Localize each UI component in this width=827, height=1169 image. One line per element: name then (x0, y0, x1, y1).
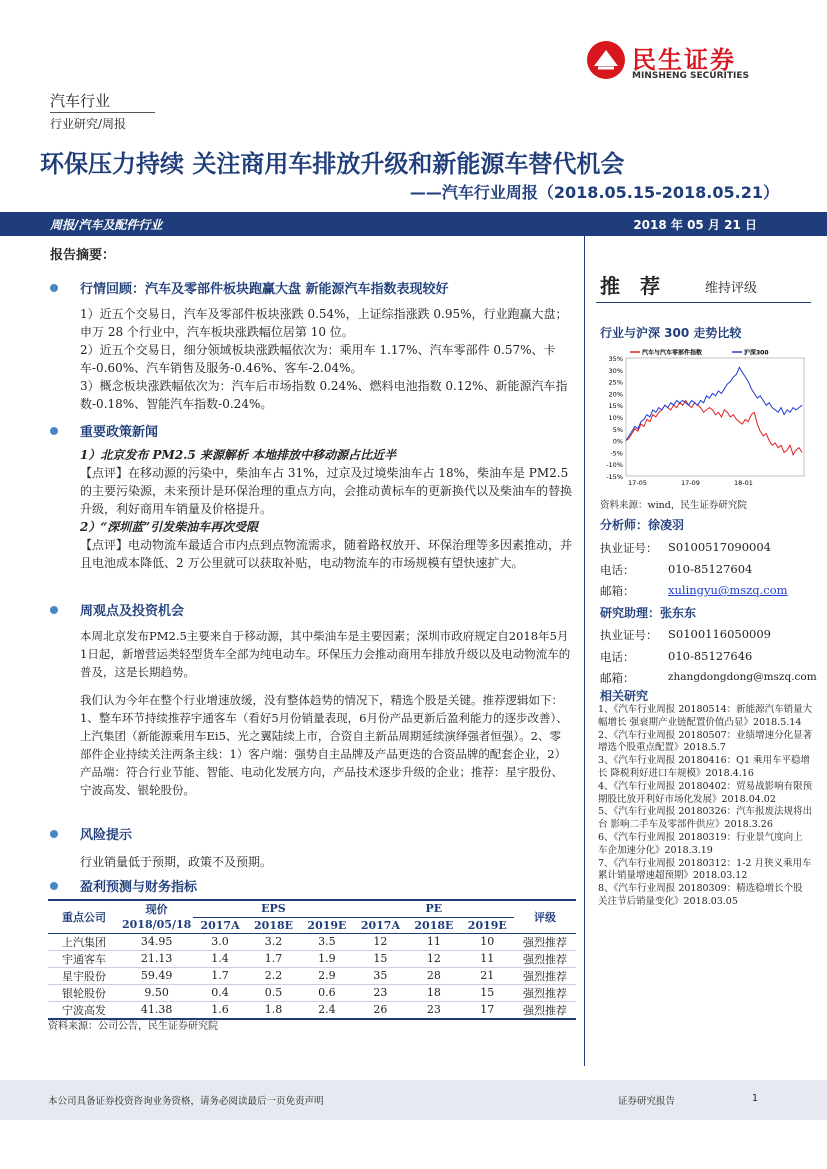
header-year: 2018E (254, 918, 294, 932)
assistant-title (600, 604, 696, 621)
divider (596, 302, 811, 303)
series-line-hs300 (626, 367, 802, 440)
legend-auto: 汽车与汽车零部件指数 (642, 349, 703, 357)
assistant-label: 研究助理： (600, 606, 661, 620)
assistant-phone: 010-85127646 (668, 649, 753, 663)
table-cell: 宇通客车 (62, 952, 106, 966)
table-cell: 1.6 (211, 1003, 229, 1016)
table-cell: 0.5 (264, 986, 283, 999)
section-view (80, 600, 572, 799)
rating: 推 荐 (600, 274, 660, 298)
assistant-phone-label: 电话： (600, 650, 635, 664)
table-row (48, 950, 576, 967)
related-item[interactable]: 8、《汽车行业周报 20180309：精选稳增长个股 关注节后销量变化》2018.03.05 (598, 883, 803, 907)
rating-note: 维持评级 (705, 281, 758, 296)
band-date: 2018 年 05 月 21 日 (633, 218, 757, 232)
bullet-icon (50, 830, 58, 838)
table-cell: 2.2 (264, 969, 283, 982)
x-tick-label: 17-09 (681, 479, 700, 487)
paragraph: 2）近五个交易日，细分领域板块涨跌幅依次为：乘用车 1.17%、汽车零部件 0.57%、卡车-0.60%、汽车销售及服务-0.46%、客车-2.04%。 (80, 343, 556, 375)
header-rating: 评级 (534, 910, 556, 924)
table-cell: 17 (480, 1003, 495, 1016)
footer-disclaimer: 本公司具备证券投资咨询业务资格，请务必阅读最后一页免责声明 (48, 1096, 324, 1107)
forecast-table (48, 899, 576, 1020)
y-tick-label: 25% (608, 378, 623, 387)
x-tick-label: 18-01 (734, 479, 753, 487)
legend-hs300: 沪深300 (744, 349, 769, 357)
table-cell: 26 (373, 1003, 388, 1016)
chart-source: 资料来源：wind，民生证券研究院 (600, 500, 747, 511)
table-cell: 12 (426, 952, 441, 965)
section-title: 行情回顾：汽车及零部件板块跑赢大盘 新能源汽车指数表现较好 (80, 282, 449, 297)
y-tick-label: 10% (608, 414, 623, 422)
table-cell: 强烈推荐 (523, 1003, 567, 1017)
related-item[interactable]: 5、《汽车行业周报 20180326：汽车报废法规将出台 影响二手车及零部件供应》2018.3.26 (598, 806, 813, 831)
related-list (598, 704, 813, 909)
y-tick-label: -10% (606, 461, 623, 470)
analyst-label: 分析师： (600, 518, 649, 532)
section-title: 周观点及投资机会 (80, 604, 185, 619)
analyst-email-link[interactable]: xulingyu@mszq.com (668, 583, 788, 597)
x-tick-label: 17-05 (628, 479, 647, 487)
plot-frame (626, 358, 804, 476)
section-title: 风险提示 (80, 828, 133, 843)
table-cell: 15 (373, 952, 388, 965)
assistant-name: 张东东 (660, 606, 697, 620)
table-cell: 强烈推荐 (523, 952, 567, 966)
y-tick-label: -5% (610, 449, 623, 458)
table-cell: 18 (426, 986, 441, 999)
bullet-icon (50, 427, 58, 435)
related-item[interactable]: 4、《汽车行业周报 20180402：贸易战影响有限预期股比放开利好市场化发展》2018.04.02 (598, 780, 813, 805)
table-cell: 3.5 (318, 935, 336, 948)
table-cell: 3.2 (264, 935, 283, 948)
table-cell: 41.38 (140, 1003, 173, 1016)
bullet-icon (50, 284, 58, 292)
section-forecast (80, 876, 572, 895)
table-cell: 3.0 (211, 935, 229, 948)
table-cell: 34.95 (140, 935, 173, 948)
table-cell: 23 (373, 986, 388, 999)
section-title: 重要政策新闻 (80, 425, 159, 440)
paragraph: 我们认为今年在整个行业增速放缓，没有整体趋势的情况下，精选个股是关键。推荐逻辑如下：1、整车环节持续推荐宇通客车（看好5月份销量表现，6月份产品更新后盈利能力的逐步改善）、上汽集团（新能源乘用车Ei5、光之翼陆续上市，合资自主新品周期延续演绎强者恒强）。2、零部件企业持续关注两条主线：1）客户端：强势自主品牌及产品更迭的合资品牌的配套企业，2）产品端：符合行业节能、智能、电动化发展方向，产品技术逐步升级的企业；推荐：星宇股份、宁波高发、银轮股份。 (80, 693, 568, 797)
table-cell: 0.4 (211, 986, 229, 999)
table-cell: 11 (480, 952, 495, 965)
related-item[interactable]: 7、《汽车行业周报 20180312：1-2 月狭义乘用车累计销量增速超预期》2018.03.12 (598, 857, 812, 882)
bullet-icon (50, 606, 58, 614)
table-row (48, 967, 576, 984)
table-cell: 0.6 (318, 986, 336, 999)
table-cell: 银轮股份 (62, 986, 106, 1000)
related-title: 相关研究 (600, 689, 649, 703)
logo-cn: 民生证券 (632, 46, 736, 74)
table-cell: 21.13 (140, 952, 173, 965)
analyst-cert-label: 执业证号： (600, 541, 658, 555)
trend-chart (596, 343, 811, 495)
chart-title: 行业与沪深 300 走势比较 (600, 326, 742, 340)
table-cell: 星宇股份 (62, 969, 106, 983)
table-cell: 宁波高发 (62, 1003, 106, 1017)
band-category: 周报/汽车及配件行业 (50, 218, 163, 232)
column-divider (584, 236, 585, 1066)
table-cell: 强烈推荐 (523, 935, 567, 949)
y-tick-label: -15% (606, 473, 623, 481)
table-cell: 上汽集团 (62, 935, 106, 949)
section-market (80, 278, 572, 413)
section-policy (80, 421, 572, 572)
assistant-email: zhangdongdong@mszq.com (668, 671, 817, 683)
y-tick-label: 35% (608, 355, 623, 363)
news-heading: 2）“深圳蓝”引发柴油车再次受限 (80, 520, 259, 534)
table-cell: 1.9 (318, 952, 336, 965)
header-year: 2018E (414, 918, 454, 932)
related-item[interactable]: 6、《汽车行业周报 20180319：行业景气度向上 车企加速分化》2018.3.19 (598, 831, 803, 856)
table-cell: 1.4 (211, 952, 229, 965)
related-item[interactable]: 3、《汽车行业周报 20180416：Q1 乘用车平稳增长 降税利好进口车规模》2018.4.16 (598, 755, 811, 779)
page-title: 环保压力持续 关注商用车排放升级和新能源车替代机会 (40, 150, 625, 178)
table-cell: 1.7 (264, 952, 283, 965)
table-cell: 28 (426, 969, 441, 982)
header-year: 2017A (200, 918, 240, 932)
news-heading: 1）北京发布 PM2.5 来源解析 本地排放中移动源占比近半 (80, 448, 397, 462)
related-item[interactable]: 2、《汽车行业周报 20180507：业绩增速分化显著 增选个股重点配置》2018.5.7 (598, 729, 813, 754)
analyst-title (600, 516, 684, 533)
header-year: 2019E (467, 918, 507, 932)
analyst-email-label: 邮箱： (600, 584, 635, 598)
paragraph: 1）近五个交易日，汽车及零部件板块涨跌 0.54%，上证综指涨跌 0.95%，行业跑赢大盘；申万 28 个行业中，汽车板块涨跌幅位居第 10 位。 (80, 307, 568, 339)
footer-bar (0, 1080, 827, 1120)
page-subtitle: ——汽车行业周报（2018.05.15-2018.05.21） (409, 183, 779, 202)
analyst-phone-label: 电话： (600, 563, 635, 577)
analyst-name: 徐凌羽 (648, 518, 685, 532)
analyst-cert: S0100517090004 (668, 540, 771, 554)
page-number: 1 (752, 1093, 759, 1104)
table-cell: 1.7 (211, 969, 229, 982)
paragraph: 行业销量低于预期，政策不及预期。 (80, 855, 273, 869)
series-line-auto (626, 401, 802, 455)
footer-label: 证券研究报告 (618, 1096, 676, 1107)
table-cell: 35 (373, 969, 388, 982)
paragraph: 【点评】在移动源的污染中，柴油车占 31%，过京及过境柴油车占 18%，柴油车是 PM2.5 的主要污染源，未来预计是环保治理的重点方向，会推动黄标车的更新换代以及柴油车的替换升级，利好商用车销量及价格提升。 (80, 466, 573, 516)
industry-label: 汽车行业 (50, 92, 111, 110)
table-cell: 强烈推荐 (523, 986, 567, 1000)
table-cell: 59.49 (140, 969, 173, 982)
y-tick-label: 5% (612, 425, 623, 434)
header-year: 2019E (307, 918, 347, 932)
paragraph: 本周北京发布PM2.5主要来自于移动源，其中柴油车是主要因素；深圳市政府规定自2018年5月1日起，新增营运类轻型货车全部为纯电动车。环保压力会推动商用车排放升级以及电动物流车的普及，这是长期趋势。 (80, 629, 571, 679)
y-tick-label: 20% (608, 390, 623, 399)
header-band (0, 212, 827, 236)
analyst-phone: 010-85127604 (668, 562, 753, 576)
header-price: 现价 (145, 903, 168, 916)
y-tick-label: 30% (608, 366, 623, 375)
paragraph: 【点评】电动物流车最适合市内点到点物流需求，随着路权放开、环保治理等多因素推动，并且电池成本降低、2 万公里就可以获取补贴，电动物流车的市场规模有望快速扩大。 (80, 538, 573, 570)
related-item[interactable]: 1、《汽车行业周报 20180514：新能源汽车销量大幅增长 强衰期产业链配置价值凸显》2018.5.14 (598, 704, 813, 728)
section-risk (80, 824, 572, 871)
table-cell: 11 (426, 935, 441, 948)
logo-en: MINSHENG SECURITIES (632, 71, 749, 81)
header-date: 2018/05/18 (122, 918, 192, 932)
table-cell: 2.9 (318, 969, 336, 982)
report-type: 行业研究/周报 (50, 112, 155, 132)
assistant-email-label: 邮箱： (600, 671, 635, 685)
table-source: 资料来源：公司公告，民生证券研究院 (48, 1021, 218, 1032)
table-cell: 15 (480, 986, 495, 999)
section-title: 盈利预测与财务指标 (80, 880, 198, 895)
table-cell: 23 (426, 1003, 441, 1016)
header-pe: PE (354, 900, 514, 917)
minsheng-logo-icon (586, 40, 626, 80)
table-cell: 1.8 (264, 1003, 283, 1016)
table-cell: 强烈推荐 (523, 969, 567, 983)
y-tick-label: 0% (612, 437, 623, 446)
header-year: 2017A (360, 918, 400, 932)
summary-label: 报告摘要： (50, 248, 116, 263)
assistant-cert: S0100116050009 (668, 627, 771, 641)
table-cell: 21 (480, 969, 495, 982)
table-row (48, 1001, 576, 1019)
table-cell: 2.4 (318, 1003, 336, 1016)
table-row (48, 933, 576, 950)
table-row (48, 984, 576, 1001)
paragraph: 3）概念板块涨跌幅依次为：汽车后市场指数 0.24%、燃料电池指数 0.12%、新能源汽车指数-0.18%、智能汽车指数-0.24%。 (80, 379, 568, 411)
header-eps: EPS (193, 900, 353, 917)
header-company: 重点公司 (62, 910, 106, 924)
assistant-cert-label: 执业证号： (600, 628, 658, 642)
table-cell: 9.50 (144, 986, 169, 999)
y-tick-label: 15% (608, 402, 623, 411)
table-cell: 12 (373, 935, 388, 948)
bullet-icon (50, 882, 58, 890)
table-cell: 10 (480, 935, 495, 948)
